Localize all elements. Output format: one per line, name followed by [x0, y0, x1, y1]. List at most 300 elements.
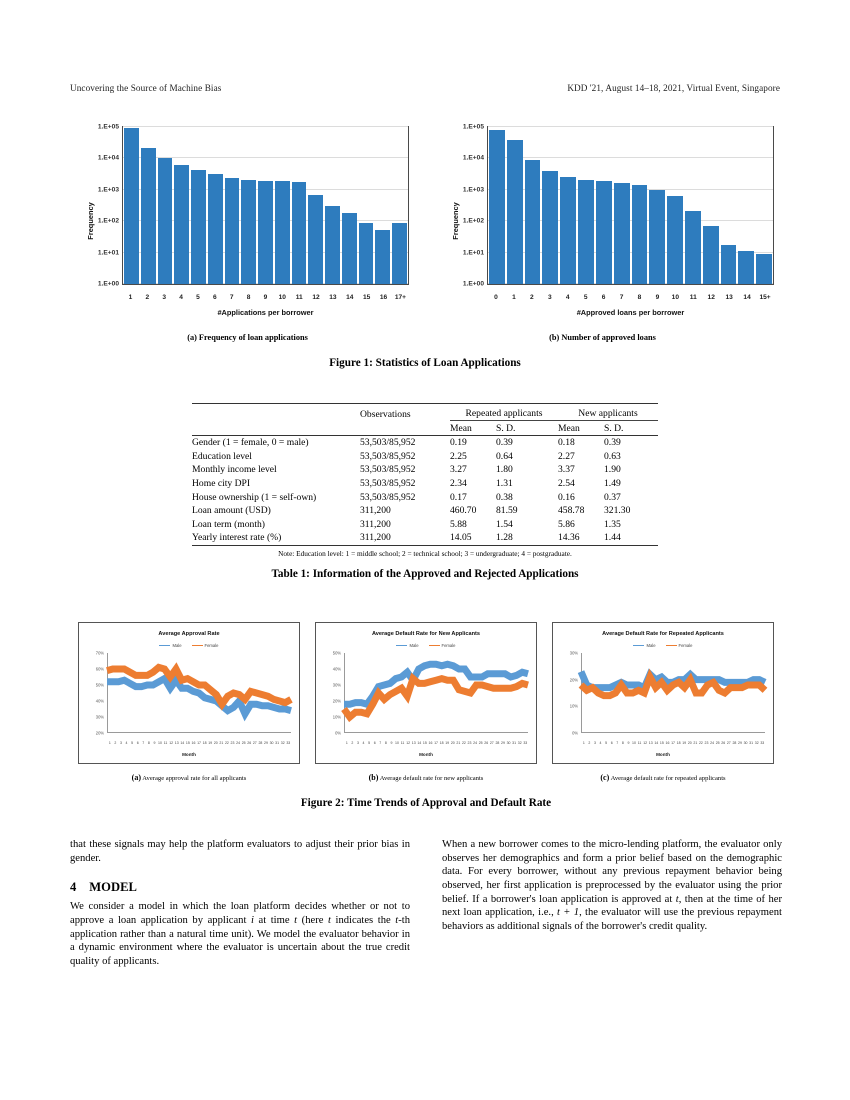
bar [124, 128, 139, 284]
table-1-body [192, 435, 658, 545]
figure-2-subcaption-a [78, 773, 300, 782]
x-axis-tick-label: 27 [726, 741, 731, 745]
legend-swatch [159, 645, 170, 646]
paragraph-model [70, 900, 410, 968]
table-cell-new-sd: 0.39 [604, 437, 621, 449]
x-axis-tick-label: 8 [621, 741, 624, 745]
x-axis-tick-label: 7 [142, 741, 145, 745]
bar-slot [358, 127, 375, 284]
x-axis-tick-label: 11 [295, 294, 303, 301]
table-1-group-header-row [192, 404, 658, 421]
x-axis-tick-label: 31 [512, 741, 517, 745]
x-axis-tick-label: 23 [230, 741, 235, 745]
bar [632, 185, 648, 284]
x-axis-title: Month [182, 752, 196, 757]
chart-legend [79, 643, 299, 648]
x-axis-tick-label: 31 [749, 741, 754, 745]
table-cell-rep-mean: 2.34 [450, 477, 467, 489]
x-axis-tick-label: 18 [676, 741, 681, 745]
x-axis-tick-label: 1 [582, 741, 585, 745]
x-axis-tick-label: 5 [583, 294, 588, 301]
bar-chart-applications-plot [97, 123, 409, 288]
bar-slot [506, 127, 524, 284]
x-axis-tick-label: 24 [710, 741, 715, 745]
x-axis-tick-label: 12 [643, 741, 648, 745]
bar [738, 251, 754, 284]
x-axis-tick-label: 13 [725, 294, 733, 301]
chart-plot-area [332, 650, 528, 736]
table-cell-rep-mean: 460.70 [450, 505, 477, 517]
y-axis-tick-label: 60% [95, 666, 104, 672]
x-axis-tick-label: 4 [125, 741, 128, 745]
x-axis-tick-label: 9 [627, 741, 630, 745]
x-axis-tick-label: 25 [241, 741, 246, 745]
bar [542, 171, 558, 284]
x-axis-tick-label: 6 [212, 294, 217, 301]
bar [685, 211, 701, 284]
x-axis-tick-label: 33 [760, 741, 765, 745]
x-axis-tick-label: 8 [637, 294, 642, 301]
running-header [70, 83, 780, 93]
table-cell-rep-mean: 14.05 [450, 532, 472, 544]
table-cell-new-mean: 0.18 [558, 437, 575, 449]
x-axis-tick-label: 21 [456, 741, 461, 745]
y-axis-tick-label: 50% [332, 650, 341, 656]
x-axis-tick-label: 11 [163, 741, 168, 745]
x-axis-tick-label: 20 [213, 741, 218, 745]
figure-2 [78, 622, 774, 809]
bar [375, 230, 390, 284]
bar-chart-applications-xlabel: #Applications per borrower [217, 308, 314, 317]
legend-swatch [666, 645, 677, 646]
x-axis-tick-label: 31 [275, 741, 280, 745]
x-axis-tick-label: 14 [346, 294, 354, 301]
legend-entry [192, 643, 219, 648]
bar-chart-approved-loans [435, 118, 780, 323]
chart-title: Average Default Rate for New Applicants [371, 631, 481, 637]
table-cell-observations: 311,200 [360, 505, 391, 517]
bar-chart-approved-loans-plot [462, 123, 774, 288]
bar-slot [207, 127, 224, 284]
x-axis-tick-label: 21 [219, 741, 224, 745]
bar-slot [595, 127, 613, 284]
x-axis-tick-label: 32 [754, 741, 759, 745]
table-cell-rep-mean: 2.25 [450, 450, 467, 462]
bar [342, 213, 357, 284]
legend-label: Male [646, 643, 656, 648]
legend-swatch [429, 645, 440, 646]
table-cell-label: Gender (1 = female, 0 = male) [192, 437, 309, 449]
bar-slot [755, 127, 773, 284]
series-lines [581, 653, 765, 733]
figure-2-subcaption-c-tag: (c) [600, 773, 610, 782]
x-axis-tick-label: 3 [356, 741, 359, 745]
table-row [192, 435, 658, 449]
table-cell-new-sd: 321.30 [604, 505, 631, 517]
x-axis-tick-label: 30 [506, 741, 511, 745]
body-columns [70, 838, 782, 969]
x-axis-tick-label: 1 [512, 294, 516, 301]
x-axis-tick-label: 1 [108, 741, 111, 745]
table-cell-new-mean: 2.54 [558, 477, 575, 489]
figure-2-subcaption-b-text: Average default rate for new applicants [379, 775, 484, 782]
x-axis-tick-label: 26 [721, 741, 726, 745]
bar [158, 158, 173, 284]
x-axis-tick-label: 7 [616, 741, 619, 745]
figure-2-subcaptions [78, 773, 774, 782]
table-row [192, 449, 658, 463]
x-axis-tick-labels [344, 741, 528, 745]
x-axis-tick-label: 8 [147, 741, 150, 745]
bar [614, 183, 630, 284]
bar-slot [559, 127, 577, 284]
legend-label: Female [204, 643, 219, 648]
p2-a: We consider a model in which the loan platform decides whether or not to approve a loan application by applicant [70, 901, 410, 926]
x-axis-tick-label: 28 [258, 741, 263, 745]
bar [507, 140, 523, 284]
x-axis-tick-label: 29 [738, 741, 742, 745]
table-1-sub-header-row [192, 421, 658, 436]
y-axis-tick-label: 20% [569, 677, 578, 683]
p3-var-t1: t [675, 893, 679, 905]
legend-label: Female [678, 643, 693, 648]
x-axis-tick-label: 15 [422, 741, 427, 745]
figure-2-subcaption-c-text: Average default rate for repeated applicants [610, 775, 726, 782]
x-axis-tick-label: 14 [417, 741, 422, 745]
x-axis-tick-label: 30 [269, 741, 274, 745]
x-axis-tick-labels [581, 741, 765, 745]
bar [667, 196, 683, 284]
bar [525, 160, 541, 284]
x-axis-tick-label: 25 [715, 741, 720, 745]
table-cell-rep-sd: 1.54 [496, 518, 513, 530]
x-axis-tick-label: 9 [655, 294, 660, 301]
bar-slot [648, 127, 666, 284]
legend-entry [159, 643, 181, 648]
x-axis-tick-label: 13 [174, 741, 179, 745]
bar-slot [524, 127, 542, 284]
bar [489, 130, 505, 284]
x-axis-tick-label: 5 [131, 741, 134, 745]
p2-var-t2: t [328, 914, 331, 926]
bar [225, 178, 240, 284]
bar [325, 206, 340, 284]
paragraph-continuation: that these signals may help the platform evaluators to adjust their prior bias in gender. [70, 839, 410, 864]
table-1-header-new-applicants: New applicants [558, 404, 658, 421]
bar [141, 148, 156, 284]
table-cell-label: House ownership (1 = self-own) [192, 491, 317, 503]
x-axis-tick-label: 21 [693, 741, 698, 745]
x-axis-tick-label: 3 [593, 741, 596, 745]
bar-slot [240, 127, 257, 284]
y-axis-tick-label: 1.E+00 [97, 280, 119, 288]
table-cell-label: Monthly income level [192, 464, 277, 476]
legend-entry [429, 643, 456, 648]
x-axis-tick-label: 33 [286, 741, 291, 745]
p2-d: indicates the [330, 914, 396, 926]
bar-slot [140, 127, 157, 284]
p2-var-t3: t [395, 914, 399, 926]
x-axis-tick-label: 19 [208, 741, 213, 745]
x-axis-tick-label: 7 [229, 294, 234, 301]
x-axis-tick-label: 19 [682, 741, 687, 745]
x-axis-title: Month [419, 752, 433, 757]
legend-entry [396, 643, 418, 648]
bar-slot [374, 127, 391, 284]
x-axis-tick-label: 3 [547, 294, 552, 301]
legend-entry [666, 643, 693, 648]
x-axis-tick-label: 4 [599, 741, 602, 745]
x-axis-tick-label: 0 [494, 294, 498, 301]
table-cell-label: Yearly interest rate (%) [192, 532, 282, 544]
bar [308, 195, 323, 284]
line-chart-default-rate-new [315, 622, 537, 764]
p3-c: , the evaluator will use the previous repayment behaviors as additional signals of the borrower's credit quality. [442, 907, 782, 932]
table-cell-observations: 53,503/85,952 [360, 477, 416, 489]
bar-chart-applications-ylabel: Frequency [86, 201, 96, 240]
x-axis-tick-label: 9 [153, 741, 156, 745]
x-axis-tick-label: 33 [523, 741, 528, 745]
figure-1-subcaptions [70, 333, 780, 342]
bars [488, 127, 773, 284]
y-axis-tick-label: 30% [569, 650, 578, 656]
x-axis-tick-label: 20 [687, 741, 692, 745]
x-axis-tick-label: 4 [565, 294, 570, 301]
bar [560, 177, 576, 284]
x-axis-tick-label: 6 [610, 741, 613, 745]
x-axis-tick-label: 19 [445, 741, 450, 745]
x-axis-tick-label: 10 [158, 741, 162, 745]
y-axis-tick-label: 1.E+03 [97, 186, 119, 194]
x-axis-tick-label: 1 [128, 294, 133, 301]
table-row [192, 490, 658, 504]
table-cell-new-mean: 3.37 [558, 464, 575, 476]
x-axis-tick-label: 6 [601, 294, 606, 301]
bar-slot [224, 127, 241, 284]
bar-chart-approved-loans-xlabel: #Approved loans per borrower [576, 308, 685, 317]
section-number: 4 [70, 880, 77, 895]
table-cell-rep-mean: 3.27 [450, 464, 467, 476]
x-axis-tick-label: 15+ [759, 294, 771, 301]
x-axis-tick-label: 5 [368, 741, 371, 745]
bar [208, 174, 223, 284]
bar [578, 180, 594, 284]
table-cell-new-sd: 1.35 [604, 518, 621, 530]
y-axis-tick-label: 40% [332, 666, 341, 672]
bar-chart-approved-loans-ylabel: Frequency [451, 201, 461, 240]
bar [721, 245, 737, 284]
p2-var-t1: t [294, 914, 298, 926]
bar [756, 254, 772, 284]
x-axis-tick-label: 17+ [394, 294, 407, 301]
bar-slot [631, 127, 649, 284]
y-axis-tick-label: 10% [569, 703, 578, 709]
x-axis-tick-label: 27 [489, 741, 494, 745]
table-cell-rep-sd: 0.39 [496, 437, 513, 449]
legend-label: Male [409, 643, 419, 648]
chart-title: Average Approval Rate [158, 631, 220, 637]
x-axis-tick-label: 10 [671, 294, 680, 301]
table-cell-rep-sd: 0.64 [496, 450, 513, 462]
bar-slot [173, 127, 190, 284]
bar-slot [391, 127, 408, 284]
bar [649, 190, 665, 284]
paragraph-borrower [442, 838, 782, 934]
table-cell-observations: 53,503/85,952 [360, 450, 416, 462]
bar-slot [341, 127, 358, 284]
y-axis-tick-label: 70% [95, 650, 104, 656]
x-axis-tick-label: 11 [400, 741, 405, 745]
y-axis-tick-label: 20% [332, 698, 341, 704]
section-heading-model [70, 880, 410, 895]
p3-b: , then at the time of her next loan application, i.e., [442, 893, 783, 919]
table-cell-rep-sd: 0.38 [496, 491, 513, 503]
legend-label: Female [441, 643, 456, 648]
legend-entry [633, 643, 655, 648]
bar [392, 223, 407, 284]
table-cell-rep-sd: 1.80 [496, 464, 513, 476]
table-cell-new-sd: 1.49 [604, 477, 621, 489]
table-cell-new-sd: 0.63 [604, 450, 621, 462]
x-axis-tick-label: 25 [478, 741, 483, 745]
chart-legend [316, 643, 536, 648]
x-axis-tick-label: 27 [252, 741, 257, 745]
bar-slot [613, 127, 631, 284]
x-axis-tick-label: 23 [704, 741, 709, 745]
table-1-subheader-blank-2 [360, 421, 450, 436]
x-axis-tick-label: 2 [530, 294, 534, 301]
x-axis-tick-label: 22 [461, 741, 466, 745]
y-axis-tick-label: 1.E+00 [462, 280, 484, 288]
x-axis-tick-label: 23 [467, 741, 472, 745]
table-1-subheader-new-mean: Mean [558, 422, 580, 434]
x-axis-tick-label: 10 [395, 741, 399, 745]
table-cell-new-mean: 0.16 [558, 491, 575, 503]
bar-slot [684, 127, 702, 284]
y-axis-tick-label: 1.E+01 [462, 249, 484, 257]
header-right-venue: KDD '21, August 14–18, 2021, Virtual Event, Singapore [567, 83, 780, 93]
x-axis-tick-label: 1 [345, 741, 348, 745]
x-axis-tick-label: 14 [654, 741, 659, 745]
bar-slot [577, 127, 595, 284]
x-axis-tick-label: 15 [659, 741, 664, 745]
table-cell-label: Loan amount (USD) [192, 505, 271, 517]
x-axis-tick-label: 18 [202, 741, 207, 745]
chart-title: Average Default Rate for Repeated Applicants [602, 631, 724, 637]
x-axis-tick-label: 22 [224, 741, 229, 745]
p3-var-t2: t + 1 [557, 907, 580, 919]
x-axis-tick-label: 8 [384, 741, 387, 745]
x-axis-tick-label: 10 [278, 294, 286, 301]
y-axis-tick-label: 30% [95, 714, 104, 720]
x-axis-tick-label: 9 [263, 294, 268, 301]
table-cell-label: Home city DPI [192, 477, 251, 489]
x-axis-tick-label: 22 [698, 741, 703, 745]
bar-slot [702, 127, 720, 284]
table-1-caption: Table 1: Information of the Approved and Rejected Applications [271, 567, 579, 580]
x-axis-tick-label: 16 [665, 741, 670, 745]
table-cell-new-mean: 14.36 [558, 532, 580, 544]
table-cell-new-mean: 2.27 [558, 450, 575, 462]
table-cell-new-mean: 5.86 [558, 518, 575, 530]
x-axis-tick-label: 32 [517, 741, 522, 745]
bar-slot [190, 127, 207, 284]
bar [292, 182, 307, 284]
y-axis-tick-label: 1.E+05 [462, 123, 484, 131]
table-cell-new-sd: 1.44 [604, 532, 621, 544]
bar-slot [157, 127, 174, 284]
bar [174, 165, 189, 284]
table-cell-observations: 311,200 [360, 532, 391, 544]
p2-b: at time [253, 914, 295, 926]
bar [241, 180, 256, 284]
x-axis-tick-label: 26 [484, 741, 489, 745]
bar [191, 170, 206, 284]
y-axis-tick-label: 0% [335, 730, 341, 736]
x-axis-tick-label: 12 [312, 294, 320, 301]
right-column [442, 838, 782, 969]
y-axis-tick-label: 10% [332, 714, 341, 720]
y-axis-tick-label: 50% [95, 682, 104, 688]
figure-2-subcaption-b [315, 773, 537, 782]
x-axis-tick-label: 11 [689, 294, 697, 301]
table-row [192, 504, 658, 518]
section-title: MODEL [89, 880, 137, 895]
bar-slot [720, 127, 738, 284]
legend-swatch [396, 645, 407, 646]
figure-2-subcaption-a-text: Average approval rate for all applicants [142, 775, 247, 782]
x-axis-tick-label: 2 [145, 294, 150, 301]
x-axis-tick-label: 14 [743, 294, 751, 301]
line-chart-approval-rate [78, 622, 300, 764]
x-axis-tick-label: 2 [114, 741, 117, 745]
y-axis-tick-label: 0% [572, 730, 578, 736]
table-cell-new-mean: 458.78 [558, 505, 585, 517]
bar [275, 181, 290, 284]
x-axis-tick-label: 12 [707, 294, 715, 301]
bar [258, 181, 273, 284]
line-chart-default-rate-repeated [552, 622, 774, 764]
table-cell-label: Loan term (month) [192, 518, 265, 530]
x-axis-tick-label: 30 [743, 741, 748, 745]
bar-slot [123, 127, 140, 284]
y-axis-tick-label: 1.E+05 [97, 123, 119, 131]
table-cell-rep-sd: 81.59 [496, 505, 518, 517]
table-1-header-repeated-applicants: Repeated applicants [450, 404, 558, 421]
y-axis-tick-label: 1.E+01 [97, 249, 119, 257]
x-axis-tick-label: 29 [264, 741, 268, 745]
left-column [70, 838, 410, 969]
x-axis-tick-label: 28 [495, 741, 500, 745]
table-1-header-observations: Observations [360, 408, 411, 420]
y-axis-tick-label: 20% [95, 730, 104, 736]
y-axis-tick-label: 1.E+04 [462, 154, 484, 162]
chart-plot-area [569, 650, 765, 736]
table-row [192, 531, 658, 545]
bar-slot [488, 127, 506, 284]
table-1-head [192, 404, 658, 436]
x-axis-tick-label: 10 [632, 741, 636, 745]
x-axis-tick-label: 29 [501, 741, 505, 745]
p3-a: When a new borrower comes to the micro-lending platform, the evaluator only observes her demographics and form a prior belief based on the demographic data. For every borrower, without any previous repayment behavior being observed, her first application is preprocessed by the evaluator using the prior belief. If a borrower's loan application is approved at [442, 839, 782, 905]
x-axis-tick-label: 16 [191, 741, 196, 745]
y-axis-tick-label: 1.E+02 [97, 217, 119, 225]
x-axis-tick-label: 15 [363, 294, 371, 301]
x-axis-tick-label: 18 [439, 741, 444, 745]
bar [359, 223, 374, 284]
x-axis-tick-label: 5 [605, 741, 608, 745]
p2-c: (here [297, 914, 328, 926]
